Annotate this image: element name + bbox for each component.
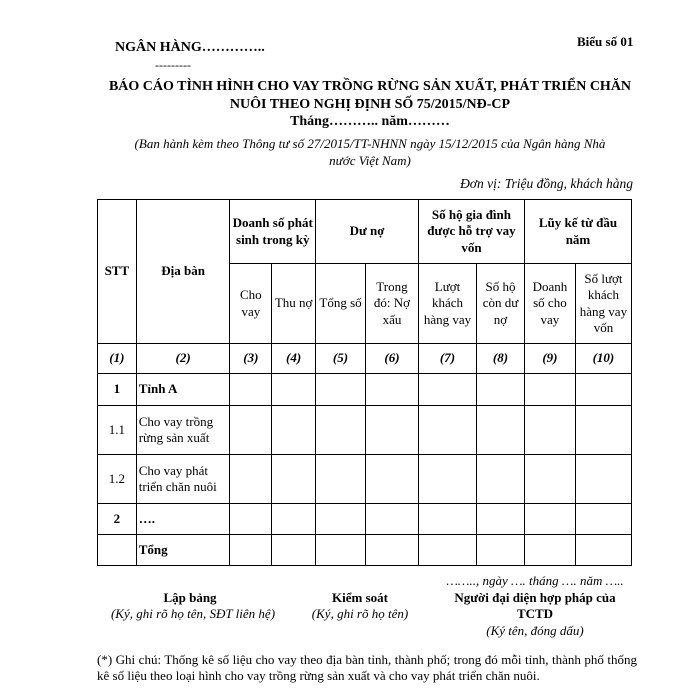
empty-cell xyxy=(477,406,525,455)
empty-cell xyxy=(272,455,316,504)
column-number: (4) xyxy=(272,344,316,374)
empty-cell xyxy=(524,535,575,566)
empty-cell xyxy=(524,406,575,455)
footnote: (*) Ghi chú: Thống kê số liệu cho vay theo địa bàn tỉnh, thành phố; trong đó mỗi tỉnh, thành phố thống kê số liệu theo loại hình cho vay trồng rừng sản xuất và cho vay phát triển chăn nuôi. xyxy=(97,652,637,683)
row-stt xyxy=(98,535,137,566)
column-number: (2) xyxy=(136,344,230,374)
empty-cell xyxy=(524,455,575,504)
empty-cell xyxy=(418,455,476,504)
column-number: (8) xyxy=(477,344,525,374)
header-households-group: Số hộ gia đình được hỗ trợ vay vốn xyxy=(418,200,524,264)
column-number: (9) xyxy=(524,344,575,374)
empty-cell xyxy=(575,406,631,455)
row-area: Tổng xyxy=(136,535,230,566)
empty-cell xyxy=(477,535,525,566)
row-area: Tỉnh A xyxy=(136,374,230,406)
empty-cell xyxy=(418,535,476,566)
header-revenue-group: Doanh số phát sinh trong kỳ xyxy=(230,200,316,264)
empty-cell xyxy=(316,406,366,455)
empty-cell xyxy=(365,504,418,535)
empty-cell xyxy=(316,374,366,406)
column-number: (5) xyxy=(316,344,366,374)
date-line: …….., ngày …. tháng …. năm ….. xyxy=(446,573,624,588)
legal-representative-title-line2: TCTD xyxy=(516,606,554,621)
header-borrower-turns: Lượt khách hàng vay xyxy=(418,264,476,344)
empty-cell xyxy=(316,535,366,566)
empty-cell xyxy=(316,455,366,504)
empty-cell xyxy=(477,374,525,406)
empty-cell xyxy=(575,535,631,566)
issued-note-line1: (Ban hành kèm theo Thông tư số 27/2015/TT-NHNN ngày 15/12/2015 của Ngân hàng Nhà xyxy=(134,136,606,151)
header-cumulative-group: Lũy kế từ đầu năm xyxy=(524,200,631,264)
header-lending: Cho vay xyxy=(230,264,272,344)
unit-note: Đơn vị: Triệu đồng, khách hàng xyxy=(460,176,633,191)
header-area: Địa bàn xyxy=(136,200,230,344)
empty-cell xyxy=(230,374,272,406)
empty-cell xyxy=(477,504,525,535)
column-number: (1) xyxy=(98,344,137,374)
column-number: (7) xyxy=(418,344,476,374)
row-area: …. xyxy=(136,504,230,535)
empty-cell xyxy=(272,406,316,455)
header-total: Tổng số xyxy=(316,264,366,344)
column-number: (6) xyxy=(365,344,418,374)
row-stt: 2 xyxy=(98,504,137,535)
row-stt: 1.1 xyxy=(98,406,137,455)
header-households-outstanding: Số hộ còn dư nợ xyxy=(477,264,525,344)
header-cumulative-borrower-turns: Số lượt khách hàng vay vốn xyxy=(575,264,631,344)
report-title-line1: BÁO CÁO TÌNH HÌNH CHO VAY TRỒNG RỪNG SẢN XUẤT, PHÁT TRIỂN CHĂN xyxy=(108,79,632,94)
prepared-by-note: (Ký, ghi rõ họ tên, SĐT liên hệ) xyxy=(110,606,276,621)
issued-note-line2: nước Việt Nam) xyxy=(329,153,411,168)
row-stt: 1.2 xyxy=(98,455,137,504)
header-bad-debt: Trong đó: Nợ xấu xyxy=(365,264,418,344)
empty-cell xyxy=(272,504,316,535)
form-number: Biểu số 01 xyxy=(577,34,634,49)
empty-cell xyxy=(316,504,366,535)
row-stt: 1 xyxy=(98,374,137,406)
table-row xyxy=(98,504,632,535)
empty-cell xyxy=(365,455,418,504)
column-number: (10) xyxy=(575,344,631,374)
row-area: Cho vay trồng rừng sản xuất xyxy=(136,406,230,455)
bank-name: NGÂN HÀNG………….. xyxy=(115,40,265,55)
report-title-line2: NUÔI THEO NGHỊ ĐỊNH SỐ 75/2015/NĐ-CP xyxy=(229,97,511,112)
empty-cell xyxy=(230,455,272,504)
header-stt: STT xyxy=(98,200,137,344)
empty-cell xyxy=(272,374,316,406)
header-collection: Thu nợ xyxy=(272,264,316,344)
controller-title: Kiểm soát xyxy=(332,590,388,605)
empty-cell xyxy=(524,374,575,406)
empty-cell xyxy=(230,406,272,455)
table-row xyxy=(98,535,632,566)
empty-cell xyxy=(524,504,575,535)
row-area: Cho vay phát triển chăn nuôi xyxy=(136,455,230,504)
empty-cell xyxy=(365,406,418,455)
legal-representative-note: (Ký tên, đóng dấu) xyxy=(486,623,584,638)
empty-cell xyxy=(575,455,631,504)
empty-cell xyxy=(418,406,476,455)
empty-cell xyxy=(418,374,476,406)
empty-cell xyxy=(575,504,631,535)
header-cumulative-lending: Doanh số cho vay xyxy=(524,264,575,344)
legal-representative-title-line1: Người đại diện hợp pháp của xyxy=(454,590,616,605)
report-period: Tháng……….. năm……… xyxy=(290,114,450,129)
header-balance-group: Dư nợ xyxy=(316,200,419,264)
table-row xyxy=(98,455,632,504)
table-row xyxy=(98,406,632,455)
empty-cell xyxy=(230,535,272,566)
bank-name-underline: --------- xyxy=(155,58,191,72)
column-number: (3) xyxy=(230,344,272,374)
empty-cell xyxy=(365,535,418,566)
empty-cell xyxy=(575,374,631,406)
empty-cell xyxy=(365,374,418,406)
prepared-by-title: Lập bảng xyxy=(163,590,217,605)
report-table xyxy=(97,199,632,566)
empty-cell xyxy=(230,504,272,535)
table-row xyxy=(98,374,632,406)
empty-cell xyxy=(477,455,525,504)
empty-cell xyxy=(418,504,476,535)
empty-cell xyxy=(272,535,316,566)
controller-note: (Ký, ghi rõ họ tên) xyxy=(311,606,409,621)
